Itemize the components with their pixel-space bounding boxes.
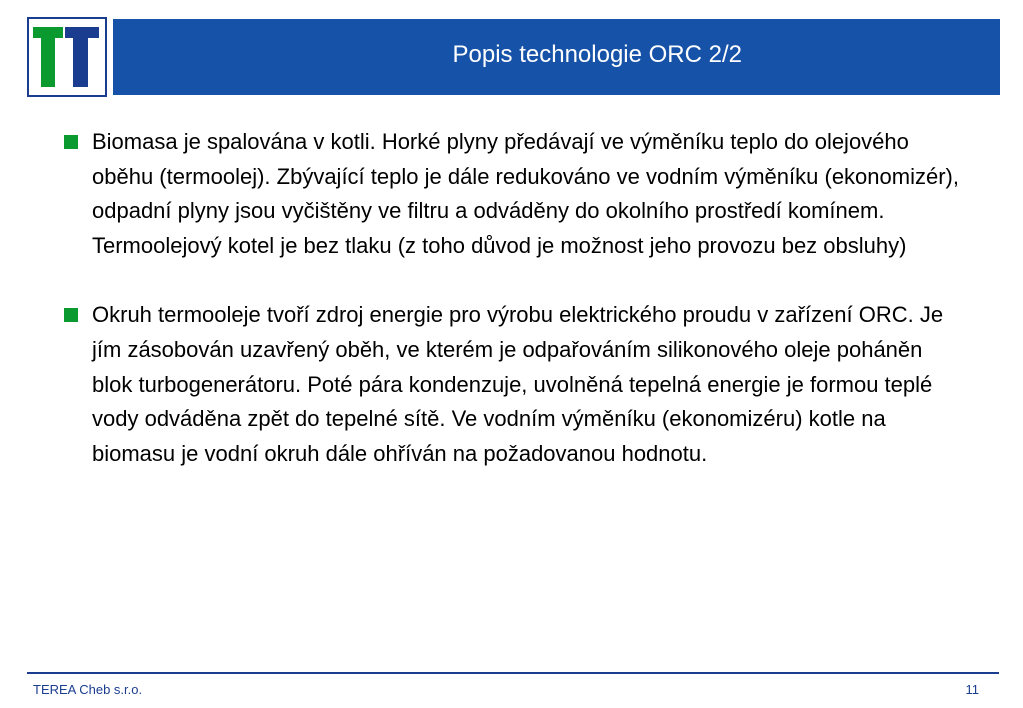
bullet-item (62, 125, 962, 263)
bullet-item (62, 298, 962, 471)
header-bar (113, 19, 1000, 95)
square-bullet-icon (64, 308, 78, 322)
terea-logo-icon (27, 17, 107, 97)
bullet-text: Okruh termooleje tvoří zdroj energie pro výrobu elektrického proudu v zařízení ORC. Je jím zásobován uzavřený oběh, ve kterém je odpařováním silikonového oleje poháněn blok turbogenerátoru. Poté pára kondenzuje, uvolněná tepelná energie je formou teplé vody odváděna zpět do tepelné sítě. Ve vodním výměníku (ekonomizéru) kotle na biomasu je vodní okruh dále ohříván na požadovanou hodnotu. (92, 302, 944, 466)
square-bullet-icon (64, 135, 78, 149)
bullet-text: Biomasa je spalována v kotli. Horké plyny předávají ve výměníku teplo do olejového oběhu (termoolej). Zbývající teplo je dále redukováno ve vodním výměníku (ekonomizér), odpadní plyny jsou vyčištěny ve filtru a odváděny do okolního prostředí komínem. Termoolejový kotel je bez tlaku (z toho důvod je možnost jeho provozu bez obsluhy) (92, 129, 959, 258)
footer-divider (27, 672, 999, 674)
slide-content (62, 125, 962, 506)
page-title: Popis technologie ORC 2/2 (452, 41, 742, 68)
footer-company: TEREA Cheb s.r.o. (33, 682, 143, 697)
page-number: 11 (965, 682, 979, 697)
